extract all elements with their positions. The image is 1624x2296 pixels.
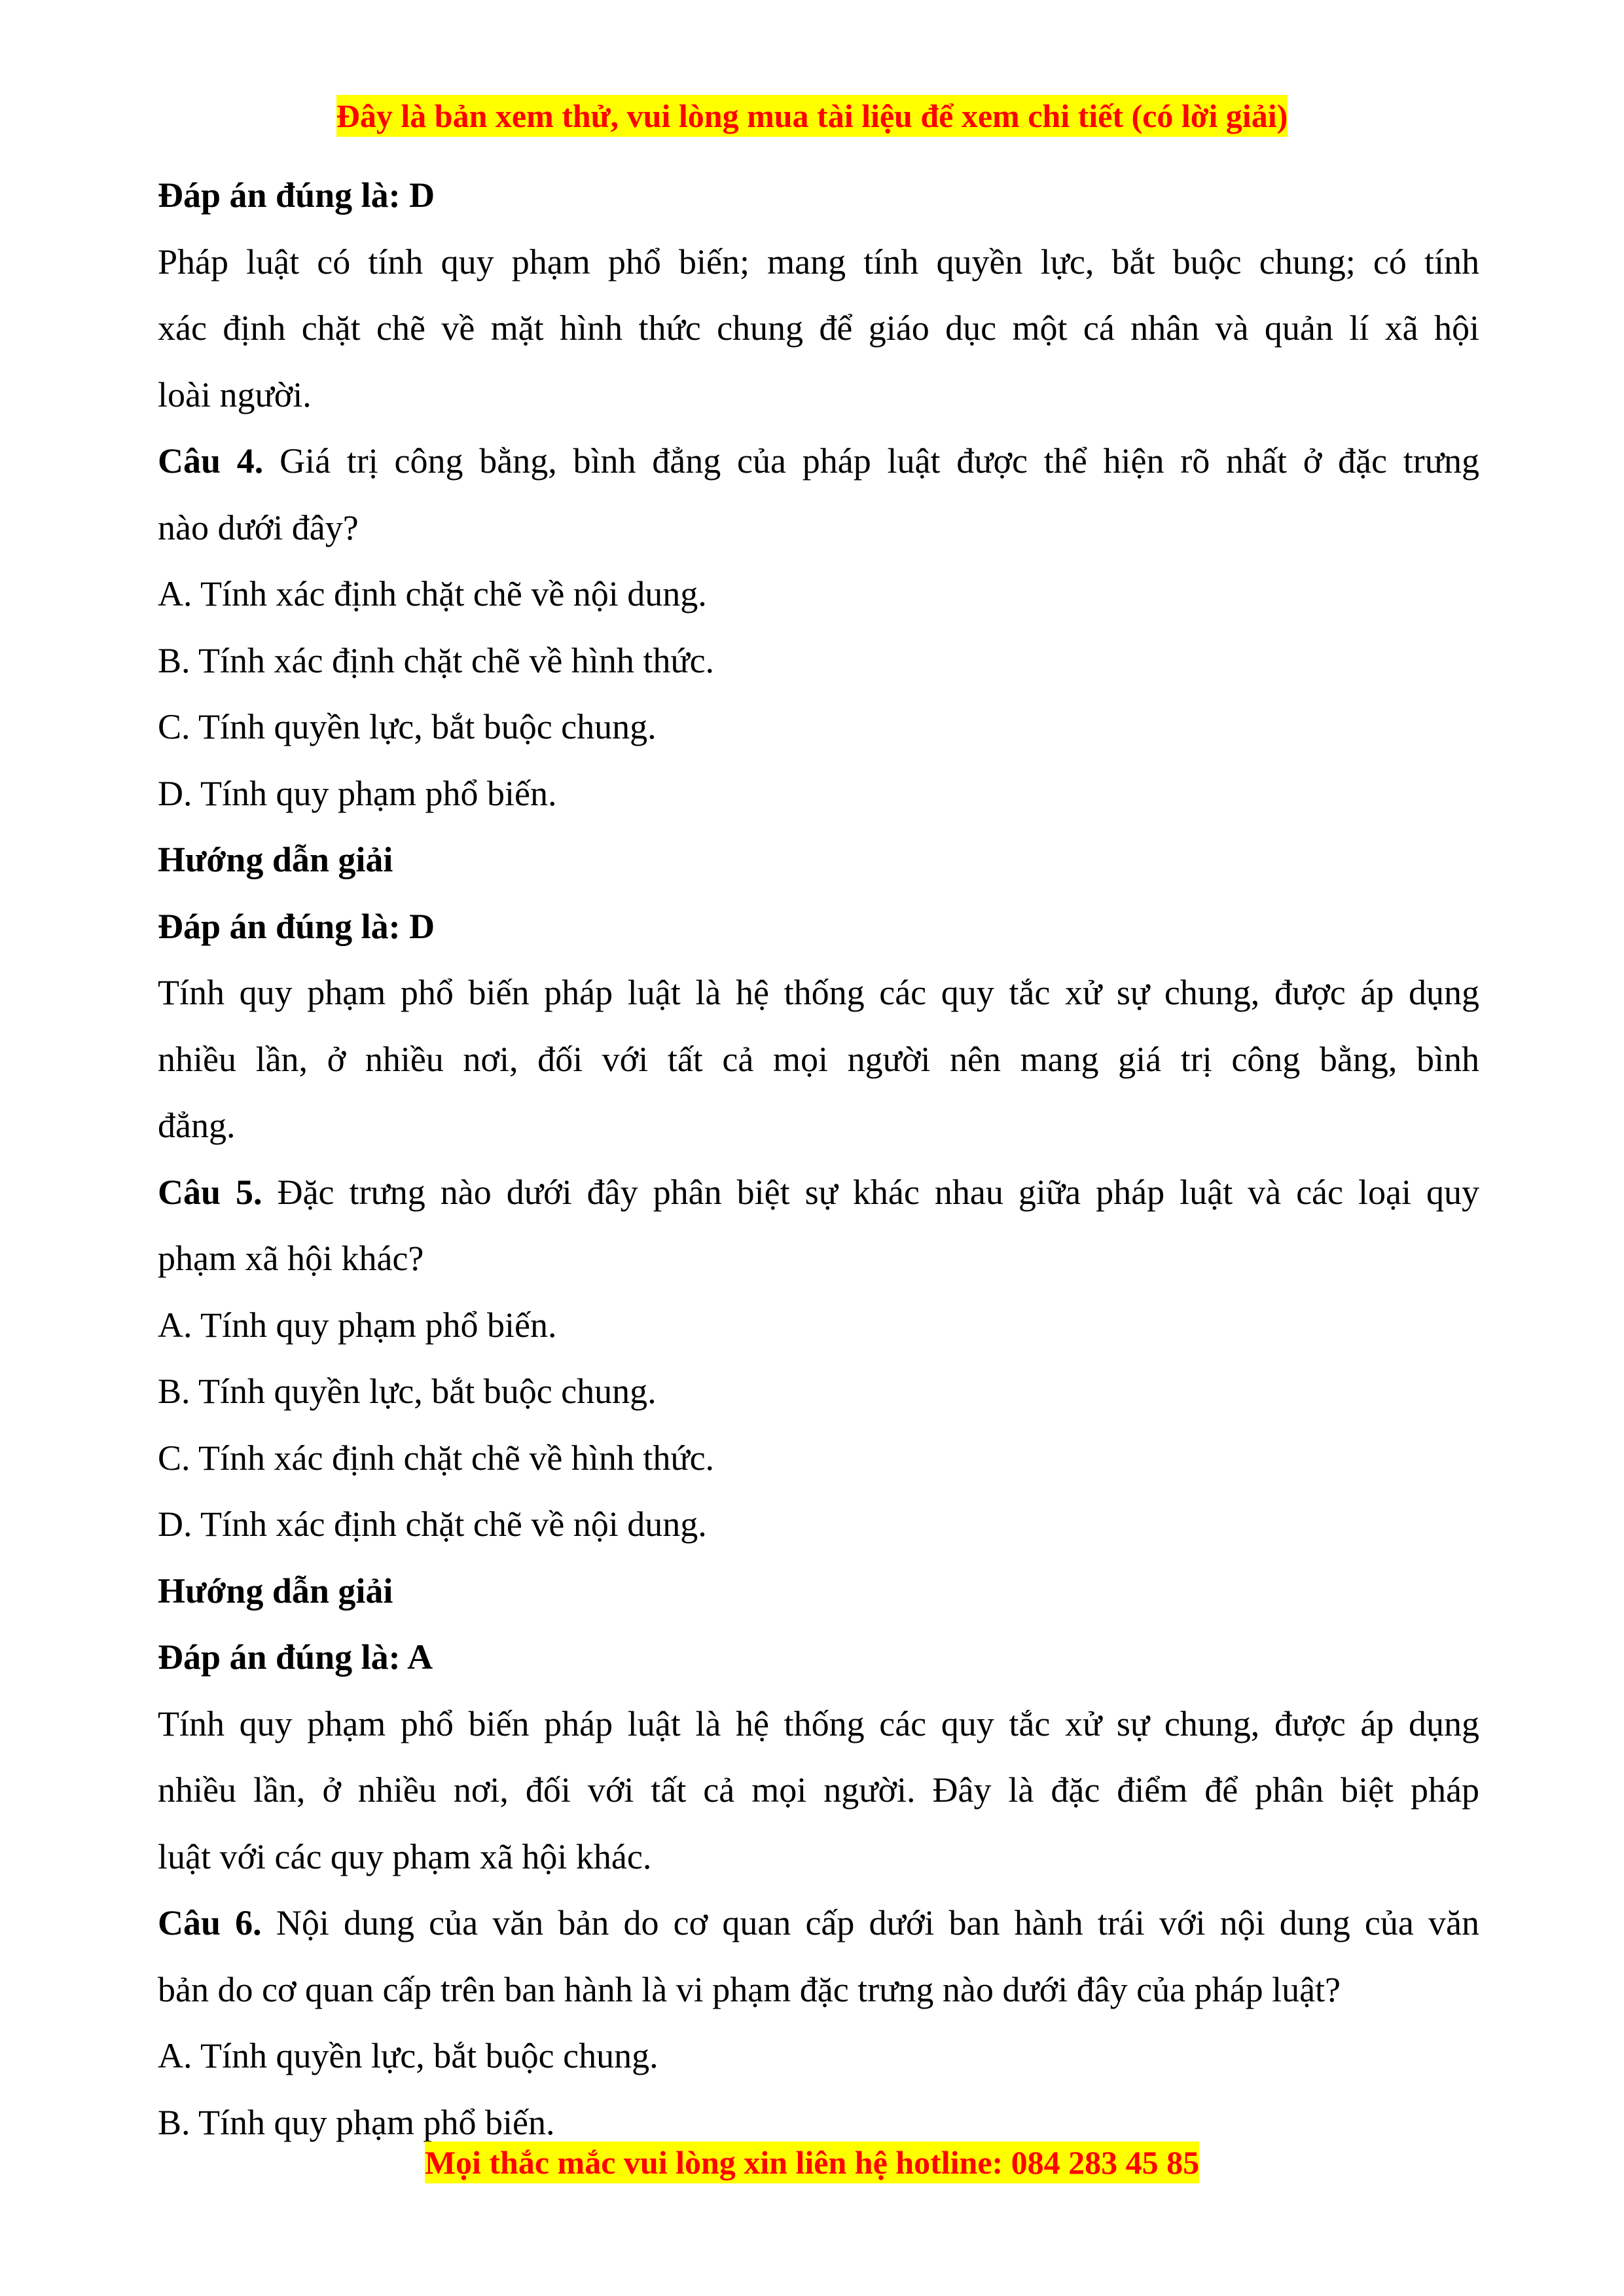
line-text: nhiều lần, ở nhiều nơi, đối với tất cả mọi người. Đây là đặc điểm để phân biệt pháp — [158, 1770, 1479, 1810]
line-text: nào dưới đây? — [158, 507, 359, 547]
line-text: Tính quy phạm phổ biến pháp luật là hệ thống các quy tắc xử sự chung, được áp dụng — [158, 1704, 1479, 1743]
line-text: Đặc trưng nào dưới đây phân biệt sự khác nhau giữa pháp luật và các loại quy — [262, 1172, 1479, 1212]
text-line — [158, 1027, 1479, 1093]
bold-label: Câu 6. — [158, 1903, 262, 1942]
bold-label: Đáp án đúng là: D — [158, 906, 435, 946]
bold-label: Câu 4. — [158, 441, 264, 481]
text-line — [158, 1491, 1479, 1558]
line-text: xác định chặt chẽ về mặt hình thức chung để giáo dục một cá nhân và quản lí xã hội — [158, 308, 1479, 348]
text-line — [158, 2023, 1479, 2090]
text-line — [158, 1957, 1479, 2024]
text-line — [158, 295, 1479, 362]
text-line — [158, 1558, 1479, 1625]
preview-notice-banner — [0, 97, 1624, 135]
text-line — [158, 1292, 1479, 1359]
bold-label: Đáp án đúng là: D — [158, 175, 435, 215]
bold-label: Hướng dẫn giải — [158, 840, 393, 879]
text-line — [158, 162, 1479, 229]
hotline-banner — [0, 2143, 1624, 2181]
line-text: nhiều lần, ở nhiều nơi, đối với tất cả mọi người nên mang giá trị công bằng, bình — [158, 1039, 1479, 1079]
line-text: loài người. — [158, 374, 312, 414]
text-line — [158, 694, 1479, 761]
bold-label: Câu 5. — [158, 1172, 262, 1212]
line-text: Nội dung của văn bản do cơ quan cấp dưới ban hành trái với nội dung của văn — [261, 1903, 1479, 1942]
preview-notice-text: Đây là bản xem thử, vui lòng mua tài liệu để xem chi tiết (có lời giải) — [336, 95, 1288, 137]
text-line — [158, 1624, 1479, 1691]
text-line — [158, 362, 1479, 429]
line-text: B. Tính quy phạm phổ biến. — [158, 2102, 555, 2142]
text-line — [158, 229, 1479, 296]
line-text: Pháp luật có tính quy phạm phổ biến; mang tính quyền lực, bắt buộc chung; có tính — [158, 242, 1479, 282]
line-text: D. Tính xác định chặt chẽ về nội dung. — [158, 1504, 707, 1544]
text-line — [158, 894, 1479, 960]
text-line — [158, 1226, 1479, 1292]
line-text: A. Tính quyền lực, bắt buộc chung. — [158, 2036, 659, 2075]
text-line — [158, 1159, 1479, 1226]
line-text: A. Tính xác định chặt chẽ về nội dung. — [158, 574, 707, 613]
text-line — [158, 1824, 1479, 1891]
line-text: C. Tính xác định chặt chẽ về hình thức. — [158, 1438, 715, 1478]
text-line — [158, 960, 1479, 1027]
hotline-text: Mọi thắc mắc vui lòng xin liên hệ hotline: 084 283 45 85 — [425, 2141, 1199, 2183]
text-line — [158, 561, 1479, 628]
text-line — [158, 428, 1479, 495]
text-line — [158, 1757, 1479, 1824]
line-text: A. Tính quy phạm phổ biến. — [158, 1305, 557, 1345]
text-line — [158, 827, 1479, 894]
line-text: B. Tính quyền lực, bắt buộc chung. — [158, 1372, 657, 1411]
line-text: bản do cơ quan cấp trên ban hành là vi phạm đặc trưng nào dưới đây của pháp luật? — [158, 1969, 1341, 2009]
line-text: Tính quy phạm phổ biến pháp luật là hệ thống các quy tắc xử sự chung, được áp dụng — [158, 973, 1479, 1012]
text-line — [158, 761, 1479, 828]
line-text: D. Tính quy phạm phổ biến. — [158, 773, 557, 813]
text-line — [158, 495, 1479, 562]
text-line — [158, 1425, 1479, 1492]
line-text: phạm xã hội khác? — [158, 1239, 424, 1278]
text-line — [158, 1358, 1479, 1425]
text-line — [158, 628, 1479, 695]
line-text: B. Tính xác định chặt chẽ về hình thức. — [158, 640, 715, 680]
line-text: C. Tính quyền lực, bắt buộc chung. — [158, 707, 657, 746]
text-line — [158, 1691, 1479, 1758]
line-text: đẳng. — [158, 1106, 236, 1145]
text-line — [158, 1093, 1479, 1159]
text-line — [158, 1890, 1479, 1957]
bold-label: Hướng dẫn giải — [158, 1571, 393, 1611]
line-text: Giá trị công bằng, bình đẳng của pháp luật được thể hiện rõ nhất ở đặc trưng — [263, 441, 1479, 481]
document-body — [158, 162, 1479, 2156]
line-text: luật với các quy phạm xã hội khác. — [158, 1836, 652, 1876]
bold-label: Đáp án đúng là: A — [158, 1637, 433, 1677]
